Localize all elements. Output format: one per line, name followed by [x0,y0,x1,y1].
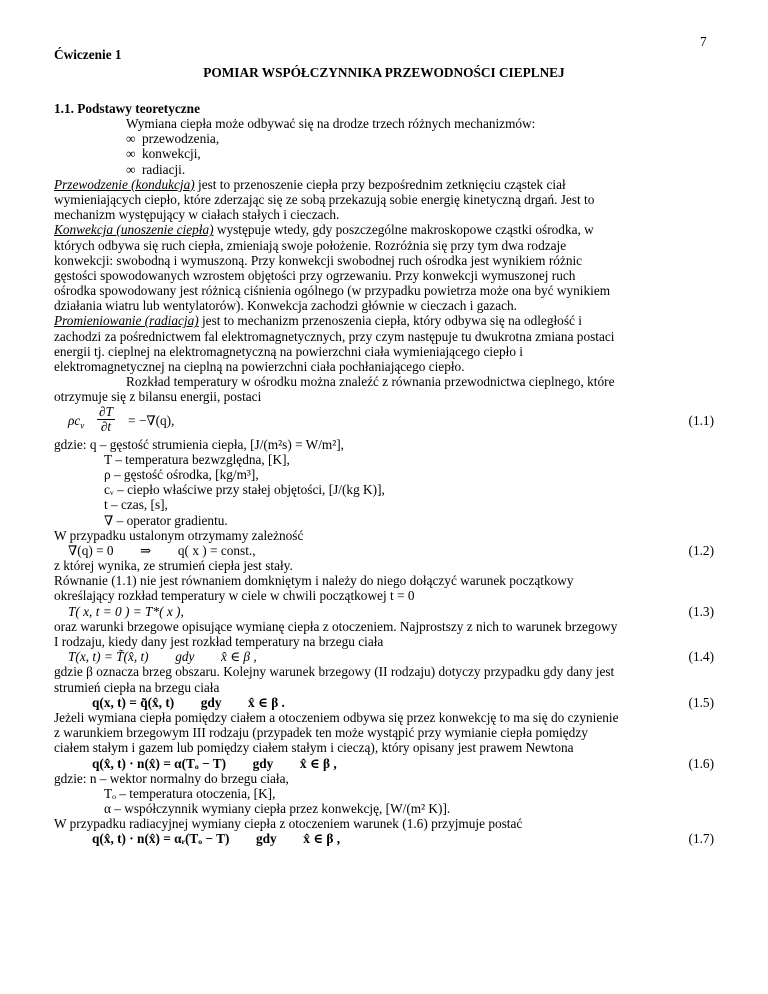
definition-line: Tₒ – temperatura otoczenia, [K], [104,785,276,801]
paragraph-line: energii tj. cieplnej na elektromagnetyczną na powierzchni ciała wymieniającego ciepło i [54,343,524,359]
definition-line: gdzie: q – gęstość strumienia ciepła, [J/(m²s) = W/m²], [54,436,344,452]
page-number: 7 [700,34,707,49]
paragraph-line: gdzie β oznacza brzeg obszaru. Kolejny warunek brzegowy (II rodzaju) dotyczy przypadku gdy dany jest [54,664,615,680]
paragraph-line: W przypadku ustalonym otrzymamy zależność [54,527,304,543]
definition-line: T – temperatura bezwzględna, [K], [104,451,290,467]
definition-line: t – czas, [s], [104,497,168,513]
term-conduction: Przewodzenie (kondukcja) [54,176,195,192]
bullet-symbol: ∞ [126,161,136,177]
paragraph-line: otrzymuje się z bilansu energii, postaci [54,389,262,405]
equation-number: (1.1) [688,412,714,428]
bullet-item: ∞ radiacji. [126,161,186,177]
paragraph-line: działania wiatru lub wentylatorów). Konwekcja zachodzi głównie w cieczach i gazach. [54,298,517,314]
paragraph-line: wymieniających ciepło, które zderzając się ze sobą przekazują sobie energię kinetyczną drgań. Jest to [54,191,595,207]
equation-1-7: q(x̂, t) · n(x̂) = αᵣ(Tₒ − T) gdy x̂ ∈ β , (1.7) [92,831,714,847]
paragraph-line: elektromagnetycznej na cieplną na powierzchni ciała pochłaniającego ciepło. [54,359,465,374]
paragraph-line: mechanizm występujący w ciałach stałych i cieczach. [54,207,340,223]
paragraph-line: ośrodka spowodowany jest różnicą ciśnienia ogólnego (w przypadku powietrza może ona być wynikiem [54,283,611,299]
paragraph-line: ciałem stałym i gazem lub pomiędzy ciałem stałym i cieczą), który opisany jest prawem Newtona [54,740,574,756]
definition-line: cᵥ – ciepło właściwe przy stałej objętości, [J/(kg K)], [104,482,385,498]
term-radiation: Promieniowanie (radiacja) [54,313,199,329]
equation-number: (1.2) [688,542,714,558]
paragraph-line: strumień ciepła na brzegu ciała [54,679,220,695]
equation-number: (1.7) [688,831,714,847]
paragraph-line: Równanie (1.1) nie jest równaniem domkniętym i należy do niego dołączyć warunek początkowy [54,573,574,589]
equation-1-1: $\rho c_v$ $\frac{\partial T}{\partial t}$ = −∇(q), (1.1) [68,403,714,434]
paragraph-line: zachodzi za pośrednictwem fal elektromagnetycznych, przy czym następuje tu dwukrotna zmiana postaci [54,328,615,344]
equation-number: (1.3) [688,603,714,619]
bullet-item: ∞ konwekcji, [126,146,201,162]
paragraph-line: określający rozkład temperatury w ciele w chwili początkowej t = 0 [54,588,415,604]
bullet-item: ∞ przewodzenia, [126,131,220,147]
definition-line: α – współczynnik wymiany ciepła przez konwekcję, [W/(m² K)]. [104,801,451,817]
intro-sentence: Wymiana ciepła może odbywać się na drodze trzech różnych mechanizmów: [126,116,536,131]
paragraph-line: W przypadku radiacyjnej wymiany ciepła z otoczeniem warunek (1.6) przyjmuje postać [54,816,523,832]
paragraph-line: Rozkład temperatury w ośrodku można znaleźć z równania przewodnictwa cieplnego, które [126,374,615,390]
body-text [54,116,714,847]
bullet-symbol: ∞ [126,146,136,162]
equation-number: (1.5) [688,694,714,710]
paragraph-line: gęstości spowodowanych wzrostem objętości przy ogrzewaniu. Przy konwekcji wymuszonej ruch [54,267,576,283]
equation-1-5: q(x, t) = q̃(x̂, t) gdy x̂ ∈ β . (1.5) [92,694,714,710]
definition-line: ∇ – operator gradientu. [104,512,228,528]
paragraph-line: z warunkiem brzegowym III rodzaju (przypadek ten może wystąpić przy wymianie ciepła pomiędzy [54,725,588,741]
equation-1-6: q(x̂, t) · n(x̂) = α(Tₒ − T) gdy x̂ ∈ β , (1.6) [92,755,714,771]
paragraph-line: z której wynika, ze strumień ciepła jest stały. [54,558,293,574]
paragraph-line: Przewodzenie (kondukcja) jest to przenoszenie ciepła przy bezpośrednim zetknięciu cząstek ciał [54,176,566,192]
paragraph-line: oraz warunki brzegowe opisujące wymianę ciepła z otoczeniem. Najprostszy z nich to warunek brzegowy [54,618,618,634]
equation-1-3: T( x, t = 0 ) = T*( x ), (1.3) [68,603,714,619]
paragraph-line: Konwekcja (unoszenie ciepła) występuje wtedy, gdy poszczególne makroskopowe cząstki ośrodka, w [54,222,594,238]
bullet-symbol: ∞ [126,131,136,147]
paragraph-line: Promieniowanie (radiacja) jest to mechanizm przenoszenia ciepła, który odbywa się na odległość i [54,313,582,329]
paragraph-line: konwekcji: swobodną i wymuszoną. Przy konwekcji swobodnej ruch ośrodka jest wynikiem różnic [54,252,583,268]
definition-line: gdzie: n – wektor normalny do brzegu ciała, [54,770,289,786]
document-title: POMIAR WSPÓŁCZYNNIKA PRZEWODNOŚCI CIEPLNEJ [203,65,565,80]
definition-line: ρ – gęstość ośrodka, [kg/m³], [104,466,259,482]
paragraph-line: których odbywa się ruch ciepła, zmieniają swoje położenie. Rozróżnia się przy tym dwa rodzaje [54,237,567,253]
chapter-label: Ćwiczenie 1 [54,47,122,62]
term-convection: Konwekcja (unoszenie ciepła) [54,222,214,238]
equation-fraction: $\frac{\partial T}{\partial t}$ [99,403,113,434]
equation-1-4: T(x, t) = T̃(x̂, t) gdy x̂ ∈ β , (1.4) [68,649,714,665]
equation-number: (1.4) [688,649,714,665]
equation-1-2: ∇(q) = 0 ⇒ q( x ) = const., (1.2) [68,542,714,558]
paragraph-line: I rodzaju, kiedy dany jest rozkład temperatury na brzegu ciała [54,634,384,649]
paragraph-line: Jeżeli wymiana ciepła pomiędzy ciałem a otoczeniem odbywa się przez konwekcję to ma się do czynienie [54,709,619,725]
section-heading: 1.1. Podstawy teoretyczne [54,101,200,116]
equation-number: (1.6) [688,755,714,771]
